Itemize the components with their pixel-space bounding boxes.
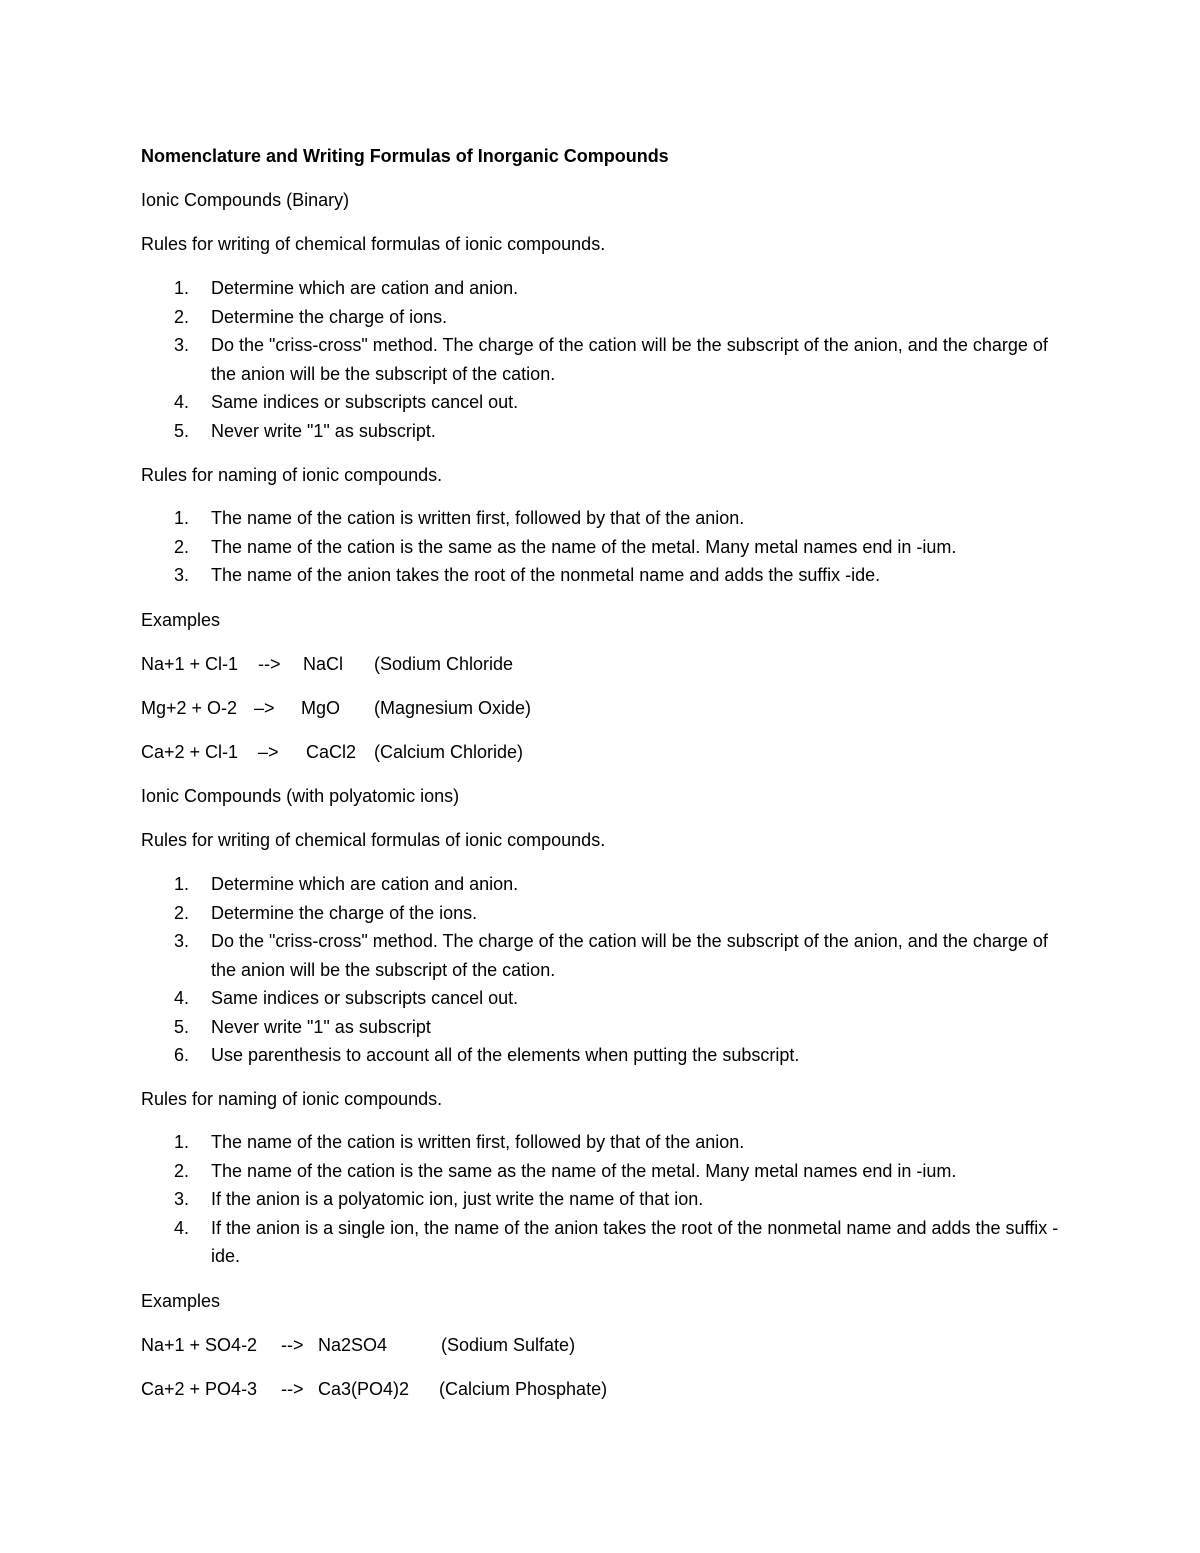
example-formula: Na2SO4 [318, 1335, 388, 1355]
list-item: 1. Determine which are cation and anion. [174, 874, 519, 894]
section1-writing-heading: Rules for writing of chemical formulas of ionic compounds. [141, 234, 606, 254]
section2-writing-heading: Rules for writing of chemical formulas of ionic compounds. [141, 830, 606, 850]
example-arrow: --> [281, 1335, 304, 1355]
section1-naming-rules [141, 504, 1061, 590]
list-item: 5. Never write "1" as subscript [174, 1016, 431, 1037]
document-title: Nomenclature and Writing Formulas of Inorganic Compounds [141, 146, 669, 166]
example-reactants: Ca+2 + PO4-3 [141, 1379, 258, 1399]
list-item: 2. The name of the cation is the same as the name of the metal. Many metal names end in -ium. [174, 1160, 957, 1181]
example-reactants: Mg+2 + O-2 [141, 698, 238, 718]
list-item: 3. Do the "criss-cross" method. The charge of the cation will be the subscript of the anion, and the charge of the anion will be the subscript of the cation. [174, 335, 1048, 384]
list-item: 1. Determine which are cation and anion. [174, 278, 519, 298]
section2-examples-heading: Examples [141, 1291, 221, 1311]
example-name: (Sodium Chloride [374, 654, 514, 674]
example-arrow: –> [254, 698, 275, 718]
list-item: 3. The name of the anion takes the root of the nonmetal name and adds the suffix -ide. [174, 565, 881, 585]
list-item: 2. The name of the cation is the same as the name of the metal. Many metal names end in -ium. [174, 536, 957, 557]
section1-heading: Ionic Compounds (Binary) [141, 190, 350, 210]
example-reactants: Ca+2 + Cl-1 [141, 742, 239, 762]
section1-examples-heading: Examples [141, 610, 221, 630]
list-item: 3. Do the "criss-cross" method. The charge of the cation will be the subscript of the anion, and the charge of the anion will be the subscript of the cation. [174, 931, 1048, 980]
example-name: (Magnesium Oxide) [374, 698, 532, 718]
list-item: 1. The name of the cation is written first, followed by that of the anion. [174, 508, 745, 528]
example-reactants: Na+1 + SO4-2 [141, 1335, 258, 1355]
example-arrow: --> [281, 1379, 304, 1399]
example-name: (Calcium Phosphate) [439, 1379, 608, 1399]
list-item: 2. Determine the charge of ions. [174, 306, 448, 327]
list-item: 1. The name of the cation is written first, followed by that of the anion. [174, 1132, 745, 1152]
list-item: 4. Same indices or subscripts cancel out. [174, 392, 519, 412]
example-reactants: Na+1 + Cl-1 [141, 654, 239, 674]
section2-heading: Ionic Compounds (with polyatomic ions) [141, 786, 460, 806]
list-item: 6. Use parenthesis to account all of the elements when putting the subscript. [174, 1045, 800, 1065]
example-name: (Calcium Chloride) [374, 742, 524, 762]
section1-writing-rules [141, 274, 1061, 445]
example-formula: Ca3(PO4)2 [318, 1379, 410, 1399]
example-arrow: –> [258, 742, 279, 762]
list-item: 5. Never write "1" as subscript. [174, 420, 436, 441]
section2-writing-rules [141, 870, 1061, 1070]
section2-naming-rules [141, 1128, 1061, 1271]
example-name: (Sodium Sulfate) [441, 1335, 576, 1355]
example-formula: CaCl2 [306, 742, 357, 762]
list-item: 3. If the anion is a polyatomic ion, just write the name of that ion. [174, 1189, 704, 1209]
list-item: 2. Determine the charge of the ions. [174, 902, 478, 923]
section1-naming-heading: Rules for naming of ionic compounds. [141, 465, 443, 485]
section2-naming-heading: Rules for naming of ionic compounds. [141, 1089, 443, 1109]
list-item: 4. Same indices or subscripts cancel out. [174, 988, 519, 1008]
example-formula: MgO [301, 698, 341, 718]
example-arrow: --> [258, 654, 281, 674]
list-item: 4. If the anion is a single ion, the name of the anion takes the root of the nonmetal name and adds the suffix -ide. [174, 1217, 1059, 1266]
example-formula: NaCl [303, 654, 344, 674]
